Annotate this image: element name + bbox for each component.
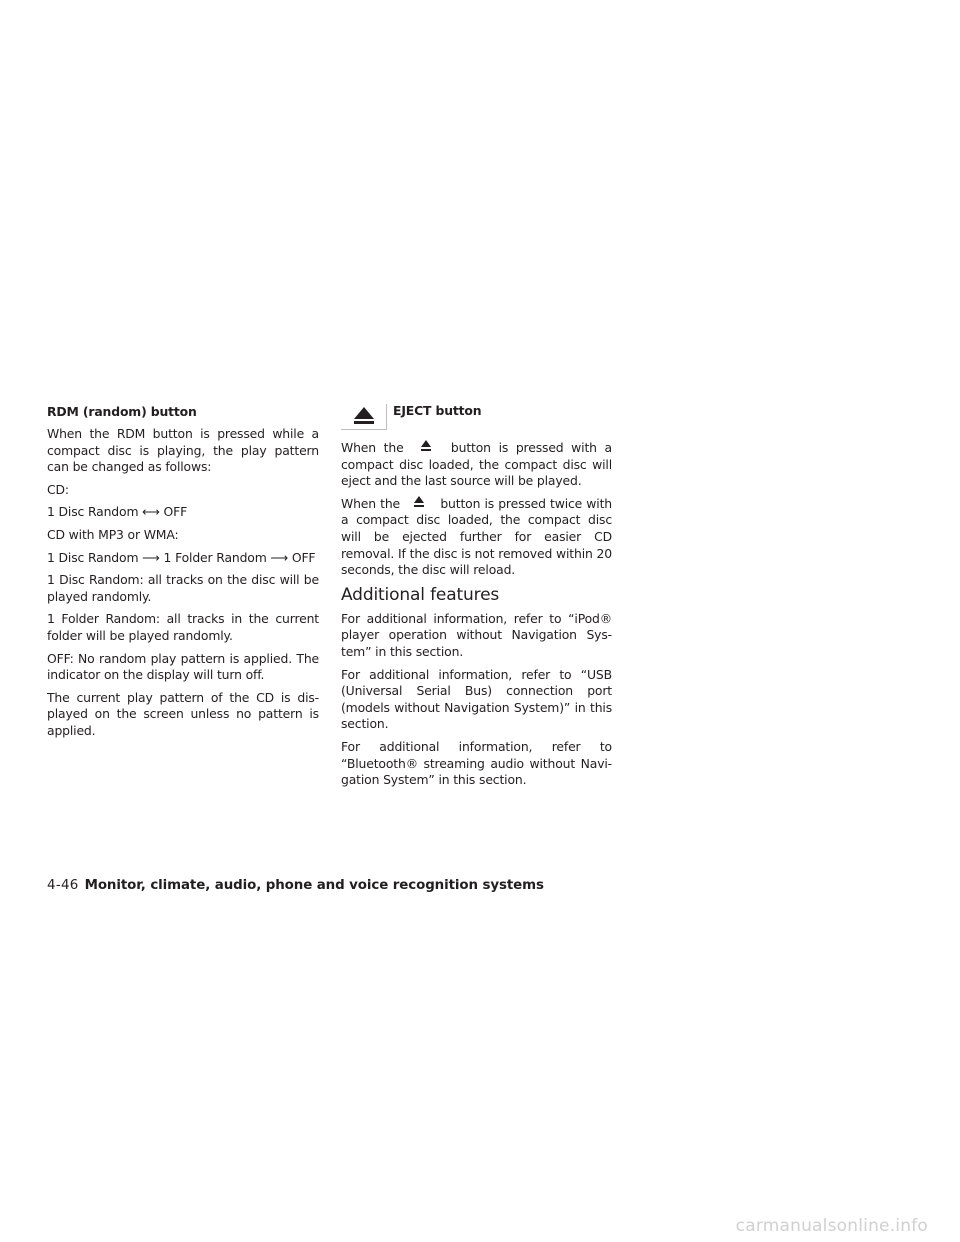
folder-random-description: 1 Folder Random: all tracks in the current folder will be played randomly. — [47, 611, 319, 643]
additional-paragraph-bluetooth: For additional information, refer to “Bluetooth® streaming audio without Navi- gation System” in this section. — [341, 738, 612, 788]
right-column — [341, 404, 612, 795]
rdm-heading: RDM (random) button — [47, 404, 197, 419]
watermark: carmanualsonline.info — [735, 1216, 928, 1236]
cd-label: CD: — [47, 481, 69, 497]
page-number: 4-46 — [47, 878, 79, 893]
additional-features-heading: Additional features — [341, 584, 500, 605]
eject-heading: EJECT button — [393, 403, 482, 418]
rdm-intro: When the RDM button is pressed while a compact disc is playing, the play pattern can be changed as follows: — [47, 426, 319, 475]
eject-icon — [404, 496, 436, 509]
current-pattern-description: The current play pattern of the CD is dis- played on the screen unless no pattern is applied. — [47, 689, 319, 738]
off-description: OFF: No random play pattern is applied. The indicator on the display will turn off. — [47, 650, 319, 683]
disc-random-description: 1 Disc Random: all tracks on the disc will be played randomly. — [47, 572, 319, 604]
eject-heading-row — [341, 404, 612, 430]
page-footer — [47, 877, 544, 895]
additional-paragraph-ipod: For additional information, refer to “iPod® player operation without Navigation Sys- tem” in this section. — [341, 610, 612, 659]
eject-paragraph-1: When the button is pressed with a compact disc loaded, the compact disc will eject and the last source will be played. — [341, 440, 612, 489]
eject-paragraph-2: When the button is pressed twice with a compact disc loaded, the compact disc will be ejected further for easier CD removal. If the disc is not removed within 20 seconds, the disc will reload. — [341, 495, 612, 578]
cd-pattern: 1 Disc Random ⟷ OFF — [47, 504, 188, 520]
additional-paragraph-usb: For additional information, refer to “USB (Universal Serial Bus) connection port (models without Navigation System)” in this section. — [341, 666, 612, 732]
mp3-label: CD with MP3 or WMA: — [47, 526, 179, 542]
eject-icon — [341, 404, 387, 430]
left-column — [47, 404, 319, 746]
chapter-title: Monitor, climate, audio, phone and voice recognition systems — [84, 878, 544, 893]
eject-icon — [411, 440, 443, 453]
mp3-pattern: 1 Disc Random ⟶ 1 Folder Random ⟶ OFF — [47, 549, 316, 565]
